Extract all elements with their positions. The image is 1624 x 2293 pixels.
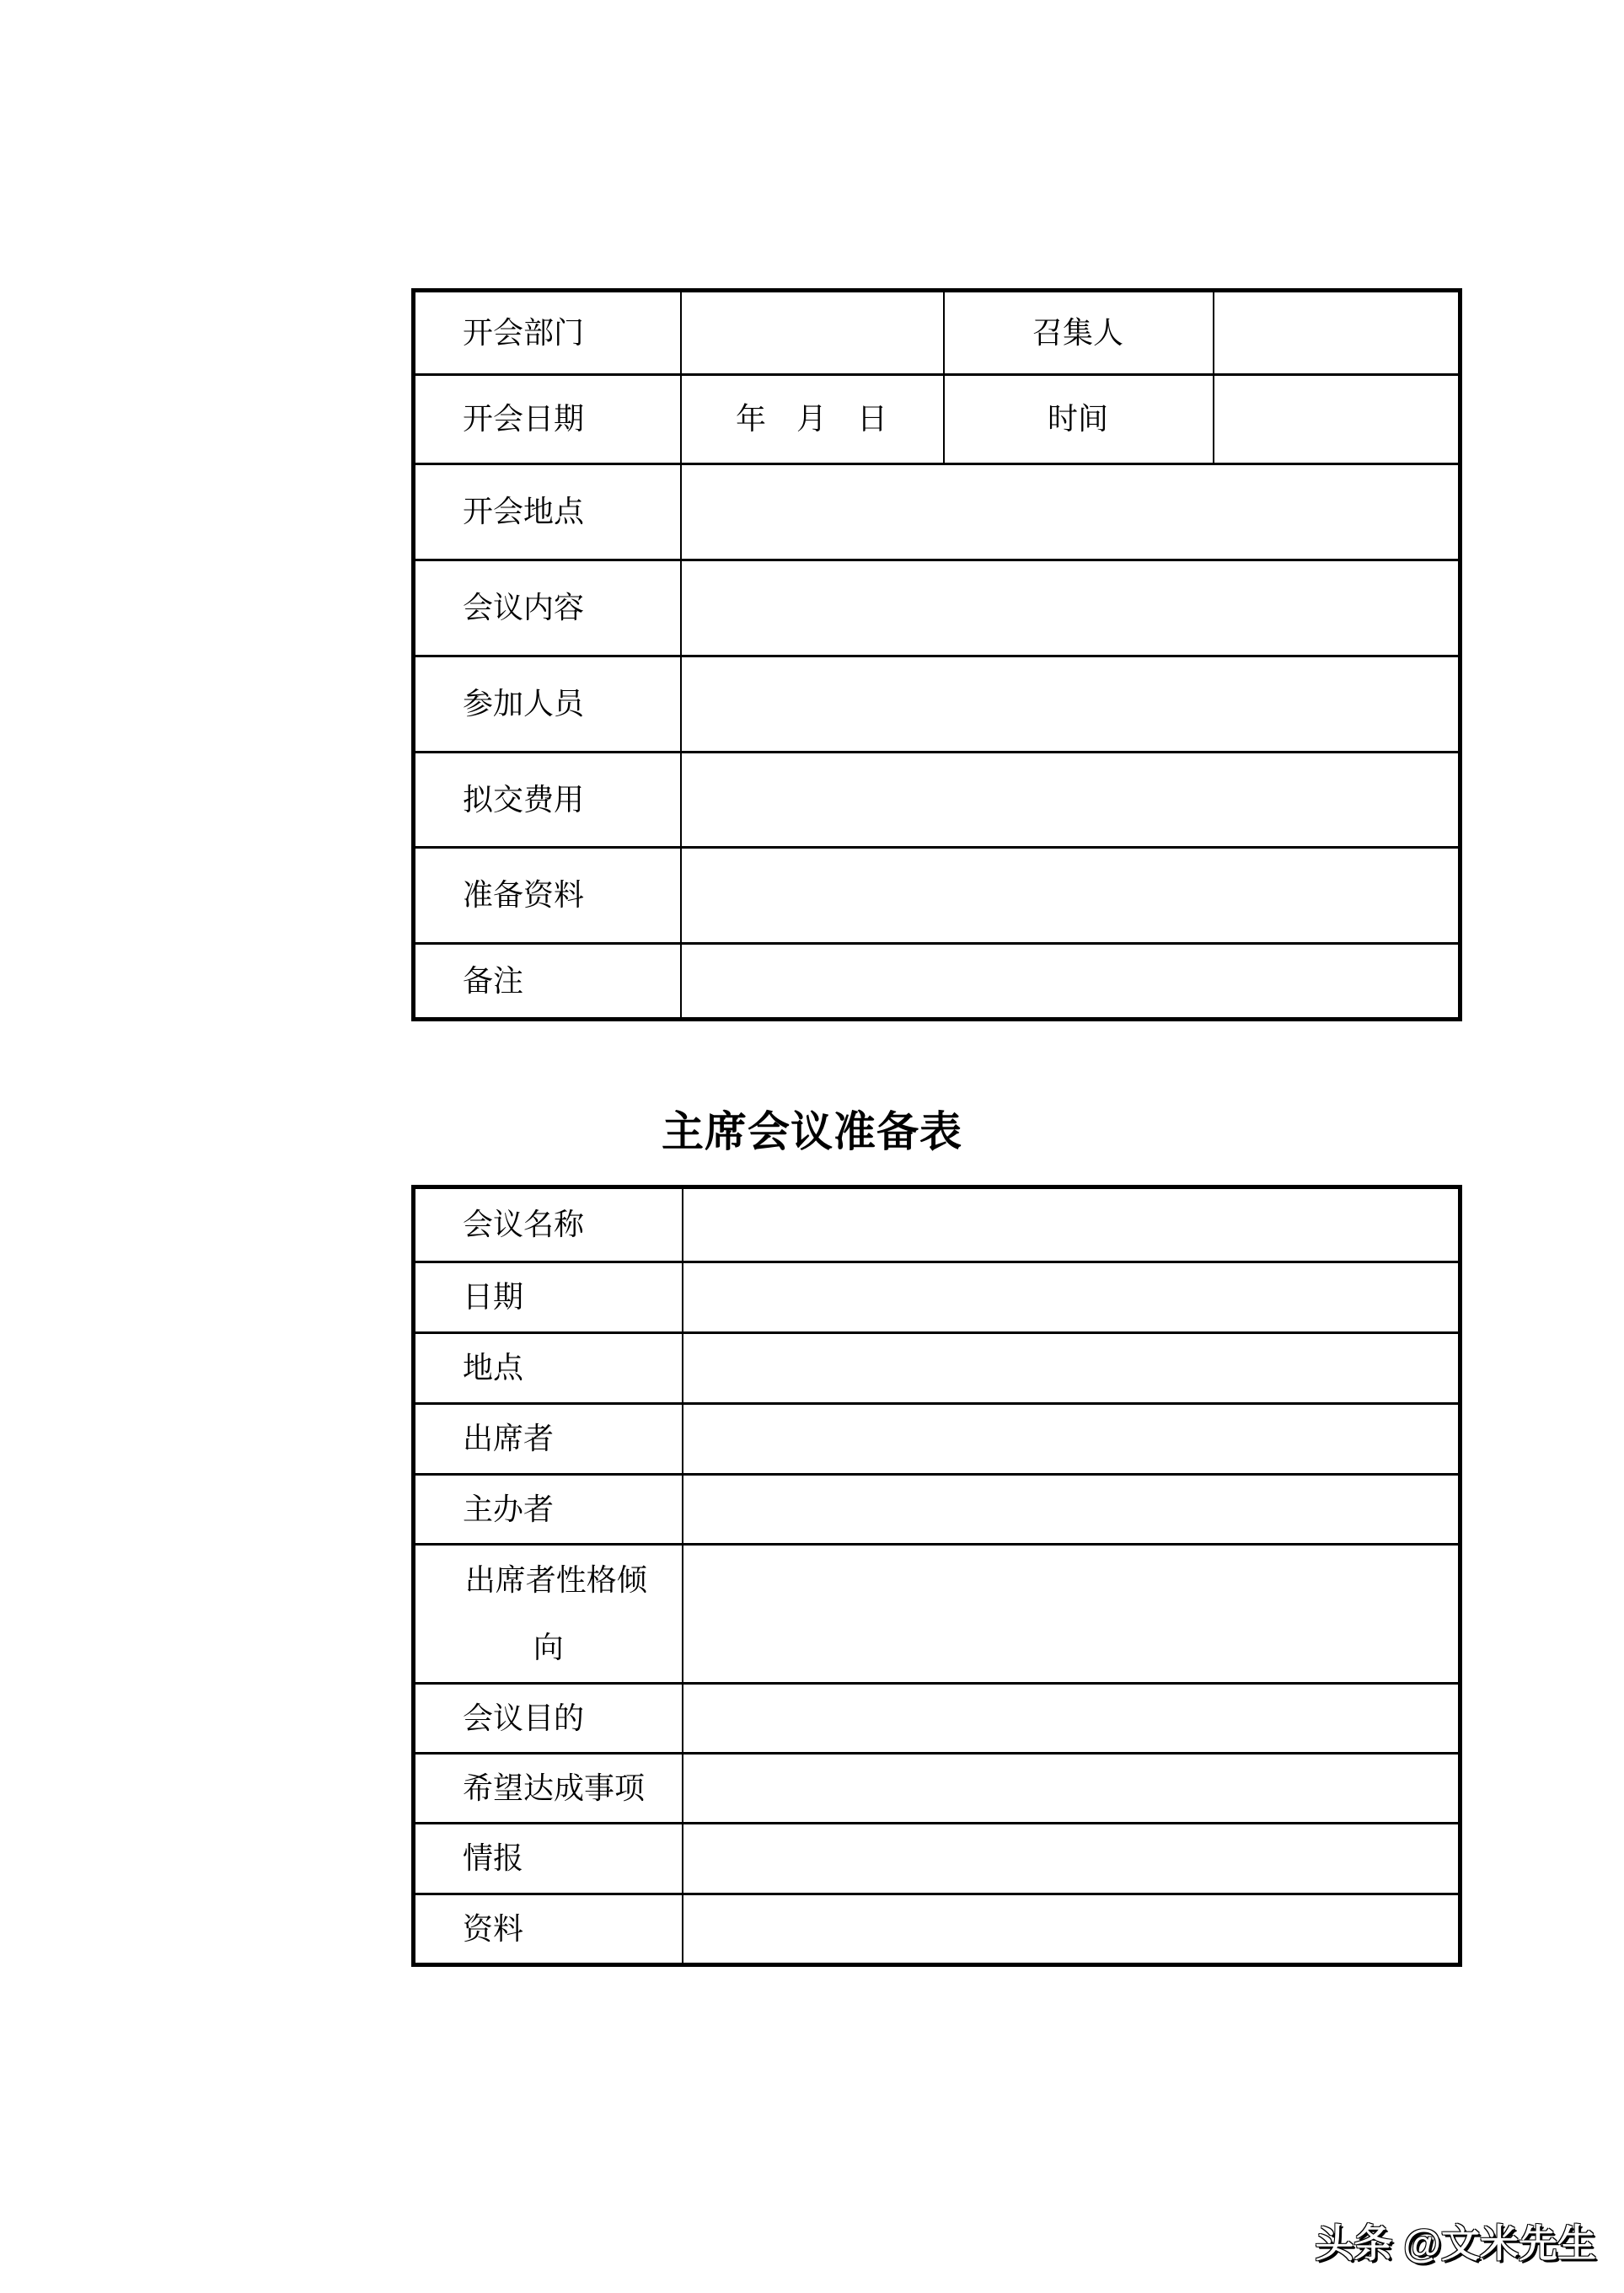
input-cell-meeting-date[interactable]: 年 月 日 [681,375,944,464]
table-row [414,291,1461,375]
label-attendee-personality [414,1545,683,1684]
label-meeting-purpose: 会议目的 [414,1684,683,1754]
table-row [414,1187,1461,1262]
table-row [414,1475,1461,1545]
table-row [414,464,1461,560]
input-cell-meeting-name[interactable] [683,1187,1461,1262]
label-meeting-content: 会议内容 [414,560,681,656]
label-meeting-place: 开会地点 [414,464,681,560]
table-row [414,1545,1461,1684]
input-cell-place[interactable] [683,1333,1461,1404]
label-proposed-expenses: 拟交费用 [414,753,681,848]
input-cell-proposed-expenses[interactable] [681,753,1461,848]
input-cell-attendee-personality[interactable] [683,1545,1461,1684]
meeting-notice-table [411,288,1462,1021]
input-cell-intelligence[interactable] [683,1824,1461,1894]
label-intelligence: 情报 [414,1824,683,1894]
label-place: 地点 [414,1333,683,1404]
input-cell-remarks[interactable] [681,944,1461,1020]
input-cell-materials[interactable] [683,1894,1461,1965]
label-time: 时间 [944,375,1214,464]
input-cell-prepared-materials[interactable] [681,848,1461,944]
label-meeting-name: 会议名称 [414,1187,683,1262]
table-row [414,1262,1461,1333]
table-row [414,656,1461,753]
label-meeting-department: 开会部门 [414,291,681,375]
input-cell-desired-outcomes[interactable] [683,1754,1461,1824]
label-convener: 召集人 [944,291,1214,375]
input-cell-meeting-content[interactable] [681,560,1461,656]
label-participants: 参加人员 [414,656,681,753]
input-cell-meeting-purpose[interactable] [683,1684,1461,1754]
input-cell-meeting-department[interactable] [681,291,944,375]
input-cell-convener[interactable] [1214,291,1461,375]
label-organizer: 主办者 [414,1475,683,1545]
label-remarks: 备注 [414,944,681,1020]
label-date: 日期 [414,1262,683,1333]
input-cell-attendees[interactable] [683,1404,1461,1475]
label-attendee-personality-line2: 向 [533,1631,564,1664]
section-title: 主席会议准备表 [662,1108,962,1155]
input-cell-participants[interactable] [681,656,1461,753]
input-cell-organizer[interactable] [683,1475,1461,1545]
table-row [414,1824,1461,1894]
label-materials: 资料 [414,1894,683,1965]
table-row [414,1894,1461,1965]
table-row [414,1333,1461,1404]
table-row [414,1684,1461,1754]
toutiao-watermark: 头条 @文米先生 [1315,2221,1596,2265]
input-cell-date[interactable] [683,1262,1461,1333]
table-row [414,753,1461,848]
input-cell-time[interactable] [1214,375,1461,464]
input-cell-meeting-place[interactable] [681,464,1461,560]
table-row [414,848,1461,944]
table-row [414,944,1461,1020]
chairman-prep-table [411,1185,1462,1967]
table-row [414,1404,1461,1475]
label-prepared-materials: 准备资料 [414,848,681,944]
table-row [414,560,1461,656]
table-row [414,375,1461,464]
label-attendee-personality-line1: 出席者性格倾 [464,1563,647,1597]
label-attendees: 出席者 [414,1404,683,1475]
label-meeting-date: 开会日期 [414,375,681,464]
label-desired-outcomes: 希望达成事项 [414,1754,683,1824]
table-row [414,1754,1461,1824]
